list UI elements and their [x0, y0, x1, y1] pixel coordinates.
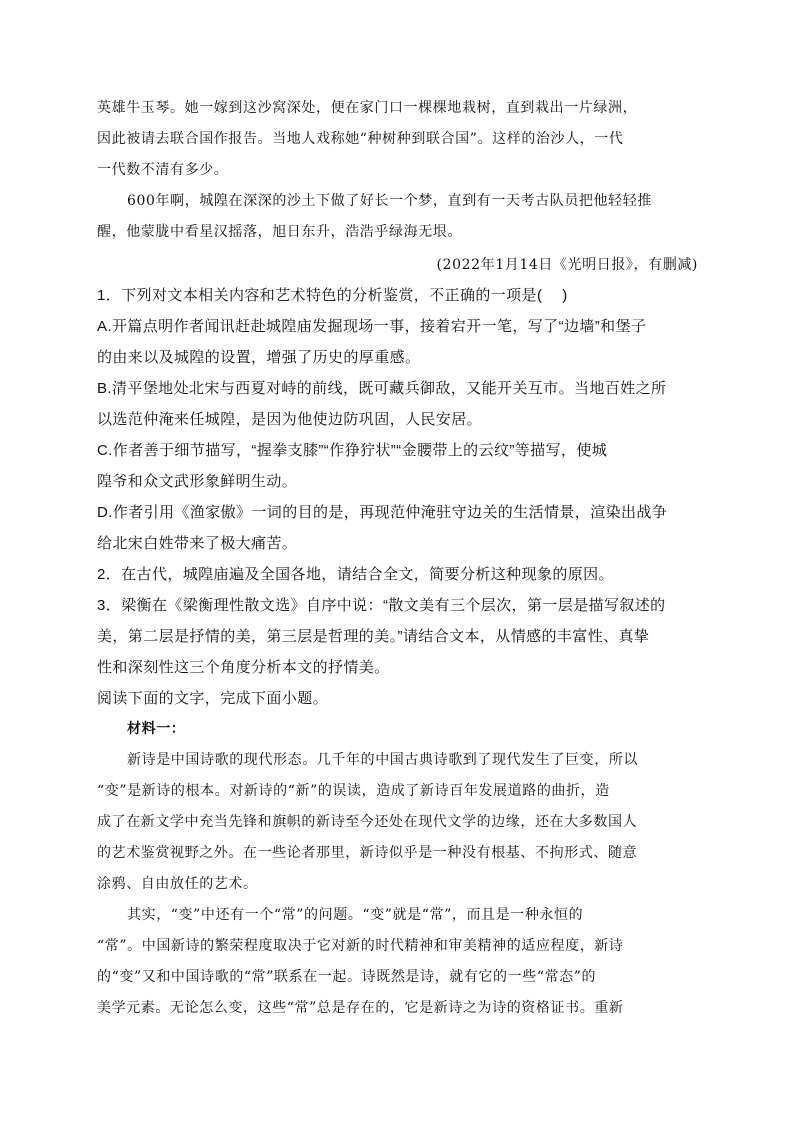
passage-line: 其实，“变”中还有一个“常”的问题。“变”就是“常”，而且是一种永恒的: [127, 907, 584, 923]
option-a: A.开篇点明作者闻讯赶赴城隍庙发掘现场一事，接着宕开一笔，写了“边墙”和堡子: [97, 318, 647, 335]
passage-line: 醒，他蒙胧中看星汉摇落，旭日东升，浩浩乎绿海无垠。: [97, 224, 462, 240]
material-heading: 材料一：: [127, 721, 186, 737]
passage-line: 因此被请去联合国作报告。当地人戏称她“种树种到联合国”。这样的治沙人，一代: [97, 131, 624, 147]
passage-line: 英雄牛玉琴。她一嫁到这沙窝深处，便在家门口一棵棵地栽树，直到栽出一片绿洲，: [97, 100, 638, 116]
option-b-cont: 以选范仲淹来任城隍，是因为他使边防巩固，人民安居。: [97, 411, 483, 428]
question-3-cont: 性和深刻性这三个角度分析本文的抒情美。: [97, 659, 390, 676]
passage-line: 的“变”又和中国诗歌的“常”联系在一起。诗既然是诗，就有它的一些“常态”的: [97, 969, 597, 985]
question-2: 2．在古代，城隍庙遍及全国各地，请结合全文，简要分析这种现象的原因。: [97, 566, 614, 583]
question-3-cont: 美，第二层是抒情的美，第三层是哲理的美。”请结合文本，从情感的丰富性、真挚: [97, 628, 650, 645]
passage-line: 新诗是中国诗歌的现代形态。几千年的中国古典诗歌到了现代发生了巨变，所以: [127, 752, 638, 768]
option-d-cont: 给北宋白姓带来了极大痛苦。: [97, 535, 298, 552]
source-citation: (2022年1月14日《光明日报》，有删减): [436, 257, 698, 273]
option-a-cont: 的由来以及城隍的设置，增强了历史的厚重感。: [97, 349, 421, 366]
passage-line: 的艺术鉴赏视野之外。在一些论者那里，新诗似乎是一种没有根基、不拘形式、随意: [97, 845, 638, 861]
passage-line: 一代数不清有多少。: [97, 162, 229, 178]
option-c-cont: 隍爷和众文武形象鲜明生动。: [97, 473, 298, 490]
reading-instruction: 阅读下面的文字，完成下面小题。: [97, 690, 329, 707]
passage-line: “常”。中国新诗的繁荣程度取决于它对新的时代精神和审美精神的适应程度，新诗: [97, 938, 624, 954]
question-3: 3．梁衡在《梁衡理性散文选》自序中说：“散文美有三个层次，第一层是描写叙述的: [97, 597, 666, 614]
question-1: 1．下列对文本相关内容和艺术特色的分析鉴赏，不正确的一项是( ): [97, 287, 568, 304]
passage-line: 成了在新文学中充当先锋和旗帜的新诗至今还处在现代文学的边缘，还在大多数国人: [97, 814, 638, 830]
option-b: B.清平堡地处北宋与西夏对峙的前线，既可藏兵御敌，又能开关互市。当地百姓之所: [97, 380, 667, 397]
passage-line: 600年啊，城隍在深深的沙土下做了好长一个梦，直到有一天考古队员把他轻轻推: [127, 193, 652, 209]
passage-line: 美学元素。无论怎么变，这些“常”总是存在的，它是新诗之为诗的资格证书。重新: [97, 1000, 624, 1016]
passage-line: “变”是新诗的根本。对新诗的“新”的误读，造成了新诗百年发展道路的曲折，造: [97, 783, 610, 799]
passage-line: 涂鸦、自由放任的艺术。: [97, 876, 258, 892]
option-d: D.作者引用《渔家傲》一词的目的是，再现范仲淹驻守边关的生活情景，渲染出战争: [97, 504, 668, 521]
option-c: C.作者善于细节描写，“握拳支膝”“作狰狞状”“金腰带上的云纹”等描写，使城: [97, 442, 608, 459]
